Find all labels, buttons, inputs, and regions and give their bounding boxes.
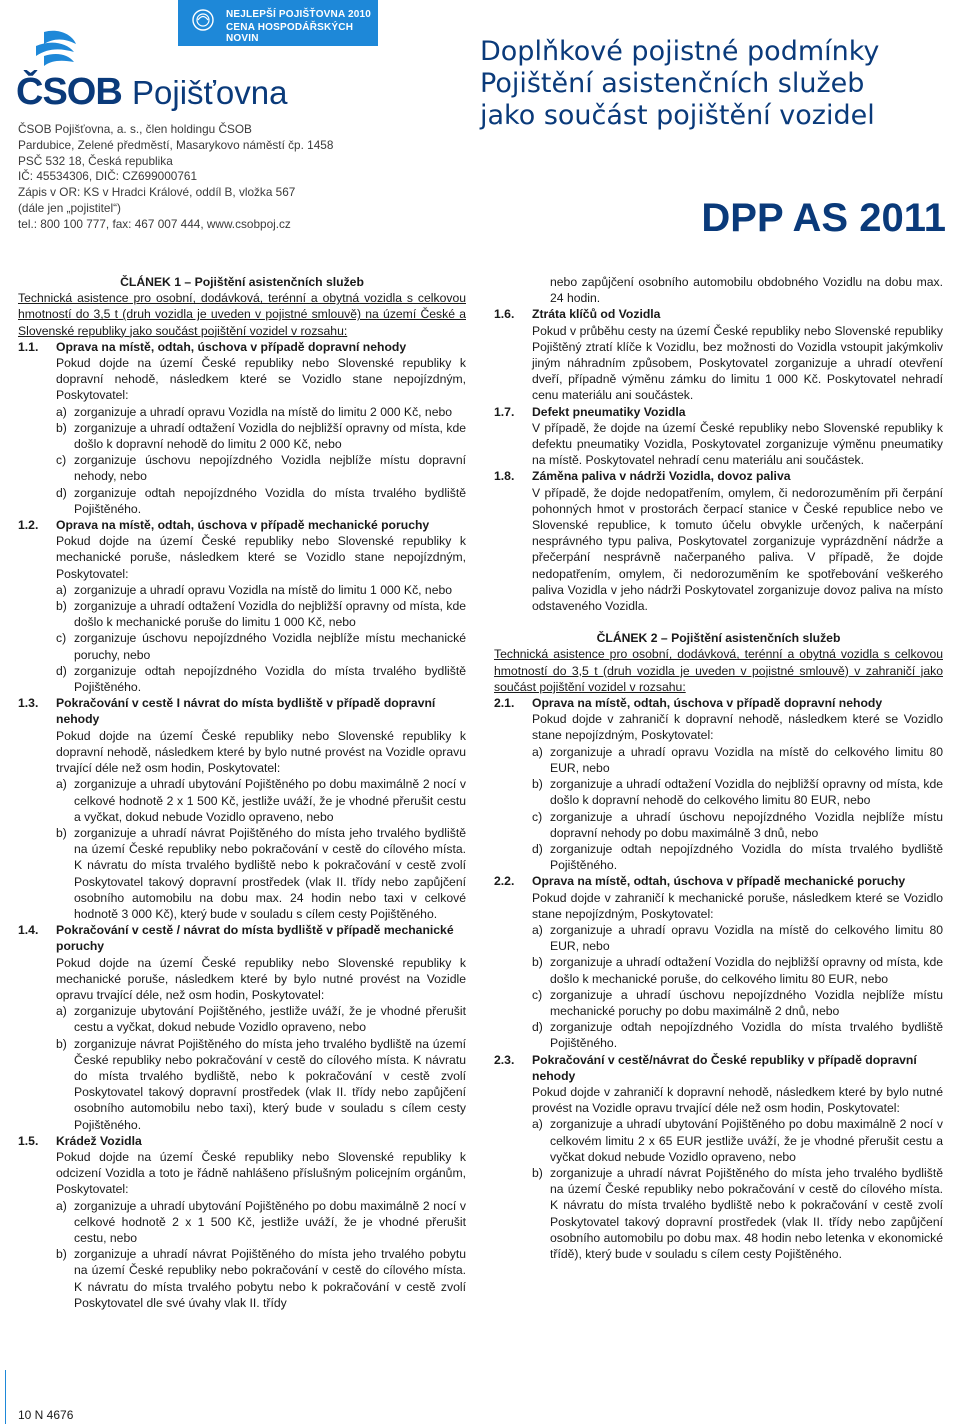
company-info: [18, 122, 348, 233]
award-line-1: NEJLEPŠÍ POJIŠŤOVNA 2010: [226, 9, 372, 20]
company-line: Pardubice, Zelené předměstí, Masarykovo náměstí čp. 1458: [18, 137, 334, 152]
section-text: Pokud dojde na území České republiky nebo Slovenské republiky k mechanické poruše, následkem které se Vozidlo stane nepojízdným, Poskytovatel:: [56, 534, 466, 581]
list-item: b) zorganizuje a uhradí návrat Pojištěného do místa jeho trvalého bydliště na území České republiky nebo pokračování v cestě do cílového místa. K návratu do místa trvalého bydliště nebo k pokračování v cestě zvolí Poskytovatel takový dopravní prostředek (vlak II. třídy nebo zapůjčení osobního automobilu na dobu max. 24 hodin nebo taxi v celkové hodnotě 3 000 Kč), který bude v souladu s cílem cesty Pojištěného.: [56, 825, 466, 921]
section-title: Ztráta klíčů od Vozidla: [532, 307, 661, 322]
list-item: d) zorganizuje odtah nepojízdného Vozidla do místa trvalého bydliště Pojištěného.: [56, 485, 466, 516]
company-line: (dále jen „pojistitel“): [18, 200, 121, 215]
company-line: PSČ 532 18, Česká republika: [18, 153, 173, 168]
list-item: d) zorganizuje odtah nepojízdného Vozidla do místa trvalého bydliště Pojištěného.: [56, 663, 466, 695]
section-text: Pokud dojde na území České republiky nebo Slovenské republiky k dopravní nehodě, následkem které by bylo nutné provést na Vozidle opravu trvající déle než osm hodin, Poskytovatel:: [56, 728, 466, 776]
section-title: Oprava na místě, odtah, úschova v případě dopravní nehody: [532, 696, 883, 711]
title-line-2: Pojištění asistenčních služeb: [480, 68, 865, 99]
section-title: Pokračování v cestě / návrat do místa bydliště v případě mechanické poruchy: [56, 923, 454, 954]
right-column: [494, 274, 943, 1262]
company-line: IČ: 45534306, DIČ: CZ699000761: [18, 169, 198, 184]
list-item-continued: nebo zapůjčení osobního automobilu obdobného Vozidlu na dobu max. 24 hodin.: [550, 275, 943, 306]
section-title: Defekt pneumatiky Vozidla: [532, 404, 686, 419]
form-code: 10 N 4676: [18, 1408, 74, 1422]
logo-brand: ČSOB: [16, 71, 122, 113]
article-2-intro: Technická asistence pro osobní, dodávková, terénní a obytná vozidla s celkovou hmotností do 3,5 t (druh vozidla je uveden v pojistné smlouvě) v zahraničí jako součást pojištění vozidel v rozsahu:: [494, 647, 943, 694]
list-item: c) zorganizuje a uhradí úschovu nepojízdného Vozidla nejblíže místu mechanické poruchy po dobu maximálně 2 dnů, nebo: [532, 987, 943, 1018]
list-item: a) zorganizuje a uhradí opravu Vozidla na místě do celkového limitu 80 EUR, nebo: [532, 744, 943, 775]
list-item: a) zorganizuje ubytování Pojištěného, jestliže uváží, že je vhodné přerušit cestu a vyčkat, dokud nebude Vozidlo opraveno, nebo: [56, 1004, 466, 1035]
section-number: 1.8.: [494, 469, 515, 484]
section-text: Pokud dojde na území České republiky nebo Slovenské republiky k mechanické poruše, následkem které by bylo nutné provést na Vozidle opravu trvající déle, než osm hodin, Poskytovatel:: [56, 955, 466, 1002]
section-2-2: [494, 873, 943, 1051]
section-text: Pokud v průběhu cesty na území České republiky nebo Slovenské republiky Pojištěný ztratí klíče k Vozidlu, bez možnosti do Vozidla vstoupit jakýmkoliv jiným náhradním způsobem, Poskytovatel zorganizuje a uhradí otevření dveří, případně výměnu zámku do limitu 1 000 Kč. Poskytovatel nehradí cenu materiálu ani součástek.: [532, 323, 943, 403]
section-1-5: [18, 1133, 466, 1311]
section-title: Pokračování v cestě/návrat do České republiky v případě dopravní nehody: [532, 1052, 917, 1083]
company-line: tel.: 800 100 777, fax: 467 007 444, www.csobpoj.cz: [18, 216, 291, 231]
section-number: 1.3.: [18, 696, 39, 711]
section-number: 2.2.: [494, 874, 515, 889]
section-1-8: [494, 468, 943, 614]
section-2-3: [494, 1052, 943, 1263]
title-line-3: jako součást pojištění vozidel: [480, 100, 875, 131]
list-item: a) zorganizuje a uhradí ubytování Pojištěného po dobu maximálně 2 nocí v celkovém limitu 2 x 65 EUR jestliže uváží, že je vhodné přerušit cestu a vyčkat dokud nebude Vozidlo opraveno, nebo: [532, 1117, 943, 1164]
company-line: ČSOB Pojišťovna, a. s., člen holdingu ČSOB: [18, 122, 252, 136]
list-item: a) zorganizuje a uhradí ubytování Pojištěného po dobu maximálně 2 nocí v celkové hodnotě 2 x 1 500 Kč, jestliže uváží, že je vhodné přerušit cestu a vyčkat, dokud nebude Vozidlo opraveno, nebo: [56, 777, 466, 824]
company-line: Zápis v OR: KS v Hradci Králové, oddíl B, vložka 567: [18, 185, 296, 200]
section-1-3: [18, 695, 466, 922]
section-text: Pokud dojde v zahraničí k dopravní nehodě, následkem které by bylo nutné provést na Vozidle opravu trvající déle než osm hodin, Poskytovatel:: [532, 1084, 943, 1116]
section-text: Pokud dojde v zahraničí k dopravní nehodě, následkem které se Vozidlo stane nepojízdným, Poskytovatel:: [532, 712, 943, 743]
list-item: c) zorganizuje úschovu nepojízdného Vozidla nejblíže místu mechanické poruchy, nebo: [56, 631, 466, 662]
list-item: a) zorganizuje a uhradí opravu Vozidla na místě do limitu 2 000 Kč, nebo: [56, 404, 453, 419]
section-title: Krádež Vozidla: [56, 1133, 142, 1148]
award-line-2: CENA HOSPODÁŘSKÝCH NOVIN: [226, 22, 354, 44]
section-text: Pokud dojde v zahraničí k mechanické poruše, následkem které se Vozidlo stane nepojízdným, Poskytovatel:: [532, 890, 943, 921]
section-1-1: [18, 339, 466, 517]
section-number: 1.4.: [18, 923, 39, 938]
section-1-6: [494, 306, 943, 403]
section-title: Záměna paliva v nádrži Vozidla, dovoz paliva: [532, 469, 791, 484]
list-item: b) zorganizuje a uhradí návrat Pojištěného do místa jeho trvalého bydliště na území České republiky nebo pokračování v cestě do cílového místa. K návratu do místa trvalého bydliště nebo k pokračování v cestě zvolí Poskytovatel takový dopravní prostředek (vlak II. třídy nebo zapůjčení osobního automobilu po dobu max. 48 hodin nebo letenka v ekonomické třídě), který bude v souladu s cílem cesty Pojištěného.: [532, 1165, 943, 1261]
section-text: V případě, že dojde nedopatřením, omylem, či nedorozuměním při čerpání pohonných hmot v prostorách čerpací stanice v České republice nebo ve Slovenské republice, k tomuto účelu obvykle určených, k načerpání nesprávného typu paliva, Poskytovatel zorganizuje vyprázdnění nádrže a přečerpání nesprávně načerpaného paliva. V případě, že dojde nedopatřením, omylem, či nedorozuměním ke spotřebování veškerého paliva Vozidla v jeho nádrži Poskytovatel zorganizuje dovoz paliva na místo odstaveného Vozidla.: [532, 485, 943, 614]
csob-logo-icon: [14, 26, 114, 76]
logo-product: Pojišťovna: [132, 74, 288, 111]
section-number: 2.1.: [494, 696, 515, 711]
footer-divider: [5, 1370, 6, 1424]
document-code: DPP AS 2011: [701, 196, 946, 240]
list-item: c) zorganizuje úschovu nepojízdného Vozidla nejblíže místu dopravní nehody, nebo: [56, 453, 466, 484]
list-item: a) zorganizuje a uhradí ubytování Pojištěného po dobu maximálně 2 nocí v celkové hodnotě 2 x 1 500 Kč, jestliže uváží, že je vhodné přerušit cestu, nebo: [56, 1198, 466, 1245]
section-1-5-continued: [494, 274, 943, 306]
section-title: Oprava na místě, odtah, úschova v případě mechanické poruchy: [56, 518, 430, 533]
section-number: 2.3.: [494, 1052, 515, 1067]
section-number: 1.7.: [494, 404, 515, 419]
list-item: d) zorganizuje odtah nepojízdného Vozidla do místa trvalého bydliště Pojištěného.: [532, 841, 943, 873]
section-1-7: [494, 404, 943, 469]
section-number: 1.5.: [18, 1133, 39, 1148]
article-2-title: ČLÁNEK 2 – Pojištění asistenčních služeb: [596, 631, 841, 646]
list-item: b) zorganizuje a uhradí návrat Pojištěného do místa jeho trvalého pobytu na území České republiky nebo pokračování v cestě do cílového místa. K návratu do místa trvalého pobytu nebo k pokračování v cestě zvolí Poskytovatel dle své úvahy vlak II. třídy: [56, 1247, 466, 1310]
section-text: Pokud dojde na území České republiky nebo Slovenské republiky k dopravní nehodě, následkem které se Vozidlo stane nepojízdným, Poskytovatel:: [56, 356, 466, 403]
csob-logo: [14, 26, 314, 114]
list-item: b) zorganizuje a uhradí odtažení Vozidla do nejbližší opravny od místa, kde došlo k mechanické poruše do limitu 1 000 Kč, nebo: [56, 599, 466, 630]
section-2-1: [494, 695, 943, 873]
document-title: [480, 36, 948, 132]
section-number: 1.6.: [494, 307, 515, 322]
article-1-intro: Technická asistence pro osobní, dodávková, terénní a obytná vozidla s celkovou hmotností do 3,5 t (druh vozidla je uveden v pojistné smlouvě) na území České a Slovenské republiky jako součást pojištění vozidel v rozsahu:: [18, 291, 466, 338]
list-item: b) zorganizuje a uhradí odtažení Vozidla do nejbližší opravny od místa, kde došlo k dopravní nehodě do celkového limitu 80 EUR, nebo: [532, 777, 943, 808]
section-title: Oprava na místě, odtah, úschova v případě dopravní nehody: [56, 339, 407, 354]
article-1-title: ČLÁNEK 1 – Pojištění asistenčních služeb: [120, 275, 364, 289]
section-title: Pokračování v cestě I návrat do místa bydliště v případě dopravní nehody: [56, 696, 436, 727]
section-text: V případě, že dojde na území České republiky nebo Slovenské republiky k defektu pneumatiky Vozidla, Poskytovatel zorganizuje výměnu pneumatiky na místě. Poskytovatel nehradí cenu materiálu ani součástek.: [532, 420, 943, 468]
list-item: d) zorganizuje odtah nepojízdného Vozidla do místa trvalého bydliště Pojištěného.: [532, 1020, 943, 1051]
section-1-2: [18, 517, 466, 695]
list-item: b) zorganizuje návrat Pojištěného do místa jeho trvalého bydliště na území České republiky nebo pokračování v cestě do cílového místa. K návratu do místa trvalého bydliště, nebo k pokračování v cestě zvolí Poskytovatel takový dopravní prostředek (vlak II. třídy nebo zapůjčení osobního automobilu nebo taxi), který bude v souladu s cílem cesty Pojištěného.: [56, 1036, 466, 1132]
list-item: a) zorganizuje a uhradí opravu Vozidla na místě do celkového limitu 80 EUR, nebo: [532, 922, 943, 954]
list-item: b) zorganizuje a uhradí odtažení Vozidla do nejbližší opravny od místa, kde došlo k dopravní nehodě do limitu 2 000 Kč, nebo: [56, 420, 466, 452]
section-1-4: [18, 922, 466, 1133]
section-title: Oprava na místě, odtah, úschova v případě mechanické poruchy: [532, 874, 906, 889]
list-item: c) zorganizuje a uhradí úschovu nepojízdného Vozidla nejblíže místu dopravní nehody po dobu maximálně 3 dnů, nebo: [532, 809, 943, 840]
list-item: b) zorganizuje a uhradí odtažení Vozidla do nejbližší opravny od místa, kde došlo k mechanické poruše, do celkového limitu 80 EUR, nebo: [532, 955, 943, 986]
section-text: Pokud dojde na území České republiky nebo Slovenské republiky k odcizení Vozidla a toto je řádně nahlášeno příslušným policejním orgánům, Poskytovatel:: [56, 1149, 466, 1197]
title-line-1: Doplňkové pojistné podmínky: [480, 36, 880, 67]
section-number: 1.2.: [18, 518, 39, 533]
section-number: 1.1.: [18, 339, 39, 354]
list-item: a) zorganizuje a uhradí opravu Vozidla na místě do limitu 1 000 Kč, nebo: [56, 582, 453, 597]
left-column: [18, 274, 466, 1311]
